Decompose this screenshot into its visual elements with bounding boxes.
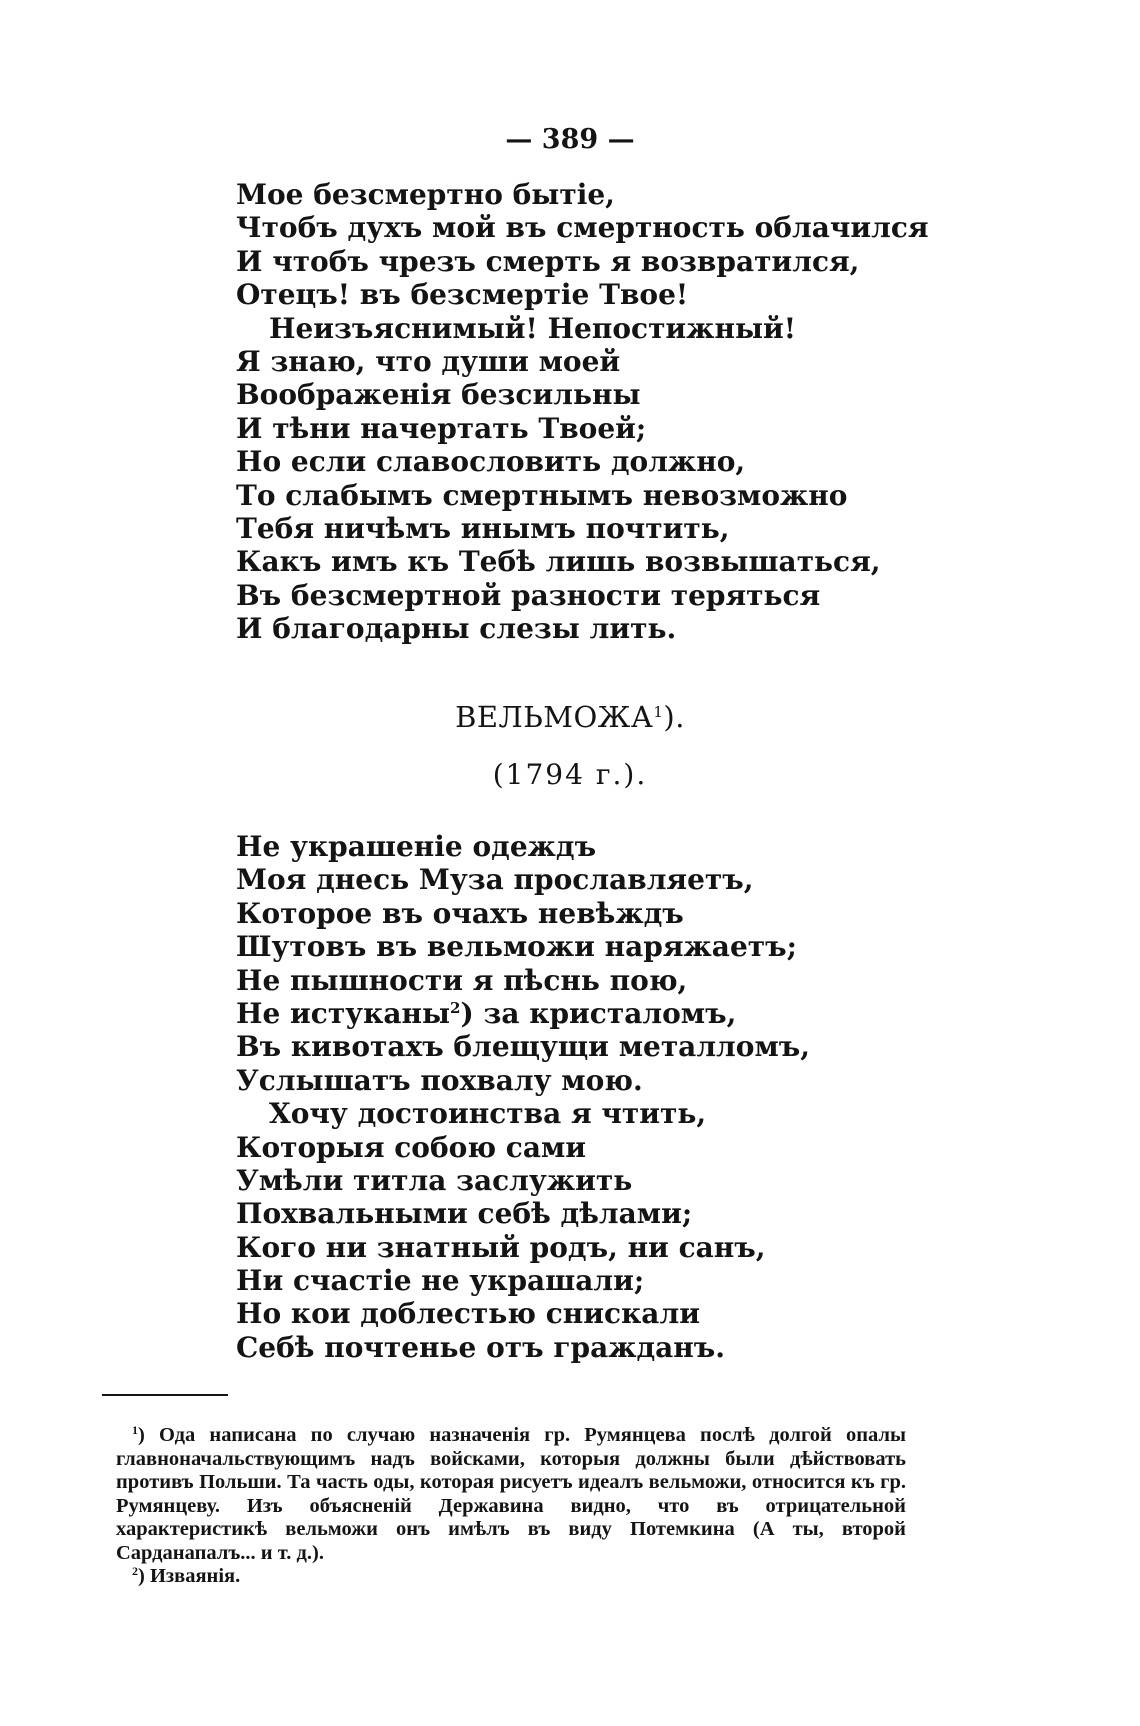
stanza-1 <box>236 178 929 645</box>
verse-line: Услышатъ похвалу мою. <box>236 1063 643 1097</box>
verse-line: Кого ни знатный родъ, ни санъ, <box>236 1230 766 1264</box>
verse-line: Я знаю, что души моей <box>236 344 621 378</box>
verse-line: Воображенія безсильны <box>236 378 641 412</box>
verse-line: То слабымъ смертнымъ невозможно <box>236 478 848 512</box>
footnote-2-text: ) Изваянія. <box>138 1565 241 1587</box>
verse-text: ) за кристаломъ, <box>460 996 737 1030</box>
verse-line: Которое въ очахъ невѣждъ <box>236 896 684 930</box>
poem-date: (1794 г.). <box>492 758 648 791</box>
verse-line: Чтобъ духъ мой въ смертность облачился <box>236 211 929 245</box>
verse-line: И чтобъ чрезъ смерть я возвратился, <box>236 244 860 278</box>
verse-line: Не украшеніе одеждъ <box>236 830 597 863</box>
footnote-ref-2: 2 <box>450 998 461 1017</box>
verse-line: Себѣ почтенье отъ гражданъ. <box>236 1330 726 1364</box>
footnote-1 <box>116 1424 906 1565</box>
verse-line: Въ кивотахъ блещущи металломъ, <box>236 1030 811 1064</box>
verse-line: Но кои доблестью снискали <box>236 1297 700 1331</box>
verse-line: Умѣли титла заслужить <box>236 1163 633 1197</box>
verse-line: Отецъ! въ безсмертіе Твое! <box>236 278 689 312</box>
footnote-1-text: ) Ода написана по случаю назначенія гр. Румянцева послѣ долгой опалы главноначальствующимъ надъ войсками, которыя должны были дѣйствовать противъ Польши. Та часть оды, которая рисуетъ идеалъ вельможи, относится къ гр. Румянцеву. Изъ объясненій Державина видно, что въ отрицательной характеристикѣ вельможи онъ имѣлъ въ виду Потемкина (А ты, второй Сарданапалъ... и т. д.). <box>116 1424 906 1564</box>
verse-line: Какъ имъ къ Тебѣ лишь возвышаться, <box>236 545 881 579</box>
verse-line: Моя днесь Муза прославляетъ, <box>236 863 754 897</box>
verse-line: Тебя ничѣмъ инымъ почтить, <box>236 511 730 545</box>
poem-title-suffix: ). <box>663 700 685 734</box>
verse-line: Похвальными себѣ дѣлами; <box>236 1197 693 1231</box>
footnote-divider <box>102 1394 228 1396</box>
verse-line: Хочу достоинства я чтить, <box>269 1097 707 1131</box>
verse-line: И тѣни начертать Твоей; <box>236 411 647 445</box>
stanza-2 <box>236 830 810 1364</box>
verse-line: Ни счастіе не украшали; <box>236 1264 645 1298</box>
footnote-2 <box>116 1565 906 1589</box>
footnote-2-mark: 2 <box>132 1564 138 1578</box>
poem-title <box>0 700 1140 734</box>
verse-line: Мое безсмертно бытіе, <box>236 178 615 211</box>
page-number: — 389 — <box>505 124 635 155</box>
footnotes <box>116 1424 906 1589</box>
footnote-ref-1: 1 <box>653 703 664 721</box>
verse-line: Шутовъ въ вельможи наряжаетъ; <box>236 930 797 964</box>
verse-line: Но если славословить должно, <box>236 445 746 479</box>
footnote-1-mark: 1 <box>132 1423 138 1437</box>
verse-line: Не пышности я пѣснь пою, <box>236 963 688 997</box>
verse-line: И благодарны слезы лить. <box>236 612 677 646</box>
verse-text: Не истуканы <box>236 996 451 1030</box>
verse-line: Которыя собою сами <box>236 1130 587 1164</box>
verse-line <box>236 997 810 1030</box>
poem-title-text: ВЕЛЬМОЖА <box>455 700 654 734</box>
verse-line: Въ безсмертной разности теряться <box>236 578 821 612</box>
verse-line: Неизъяснимый! Непостижный! <box>269 311 797 345</box>
